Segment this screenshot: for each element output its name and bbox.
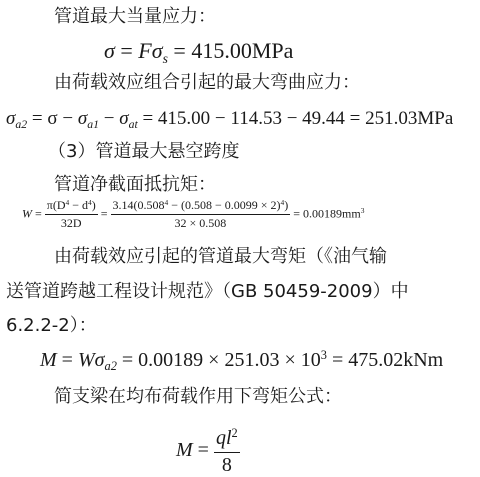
formula-symbol: σ (151, 38, 163, 63)
text-line-5: 由荷载效应引起的管道最大弯矩（《油气输 (54, 246, 387, 267)
formula-value: = 0.00189mm (290, 206, 361, 221)
formula-text: ) (284, 198, 289, 213)
formula-superscript: 2 (231, 426, 238, 440)
formula-symbol: M (40, 348, 57, 371)
text-line-8: 简支梁在均布荷载作用下弯矩公式： (54, 386, 342, 407)
fraction (45, 198, 98, 231)
formula-value: = 475.02kNm (326, 348, 444, 371)
text-line-6: 送管道跨越工程设计规范》（GB 50459-2009）中 (6, 281, 409, 302)
fraction-denominator: 32D (60, 216, 82, 231)
formula-superscript: 4 (88, 198, 92, 207)
formula-max-moment (40, 348, 443, 374)
formula-subscript: a2 (104, 359, 117, 374)
fraction (214, 426, 240, 477)
formula-superscript: 3 (320, 348, 327, 362)
formula-value: = 415.00 − 114.53 − 49.44 = 251.03MPa (137, 108, 454, 129)
text-line-7: 6.2.2-2）： (6, 315, 97, 336)
formula-text: − d (69, 198, 89, 213)
formula-operator: = σ − (27, 108, 78, 129)
fraction-denominator: 8 (221, 453, 232, 476)
formula-superscript: 4 (164, 198, 169, 207)
formula-operator: = (32, 206, 45, 221)
formula-symbol: σ (6, 108, 16, 129)
formula-symbol: σ (94, 348, 105, 371)
formula-value: = 415.00MPa (167, 38, 294, 63)
formula-symbol: W (22, 206, 32, 221)
formula-text: 3.14(0.508 (112, 198, 165, 213)
formula-subscript: at (128, 118, 138, 132)
formula-text: ql (215, 426, 232, 449)
formula-text: − (0.508 − 0.0099 × 2) (168, 198, 281, 213)
text-line-3: （3）管道最大悬空跨度 (48, 141, 240, 162)
formula-operator: = (114, 38, 139, 63)
formula-operator: = (56, 348, 78, 371)
fraction (111, 198, 291, 231)
formula-symbol: σ (77, 108, 88, 129)
formula-operator: − (98, 108, 120, 129)
formula-value: = 0.00189 × 251.03 × 10 (116, 348, 321, 371)
fraction-denominator: 32 × 0.508 (174, 216, 227, 231)
formula-superscript: 3 (360, 206, 365, 216)
formula-symbol: M (176, 439, 193, 461)
formula-subscript: a2 (15, 118, 28, 132)
fraction-numerator (45, 198, 98, 215)
text-line-4: 管道净截面抵抗矩： (54, 174, 216, 195)
text-line-2: 由荷载效应组合引起的最大弯曲应力： (54, 72, 360, 93)
formula-symbol: F (138, 38, 152, 63)
formula-operator: = (192, 439, 214, 461)
formula-bending-stress (6, 108, 453, 132)
fraction-numerator (111, 198, 291, 215)
formula-subscript: a1 (87, 118, 99, 132)
formula-superscript: 4 (65, 198, 70, 207)
formula-text: ) (91, 198, 96, 213)
formula-text: π(D (46, 198, 66, 213)
formula-superscript: 4 (280, 198, 285, 207)
formula-operator: = (97, 206, 111, 221)
text-line-1: 管道最大当量应力： (54, 6, 216, 27)
formula-equivalent-stress (104, 38, 293, 67)
formula-simple-beam-moment (176, 426, 240, 477)
formula-section-modulus (22, 198, 364, 231)
fraction-numerator (214, 426, 240, 453)
formula-symbol: σ (104, 38, 115, 63)
formula-symbol: W (77, 348, 95, 371)
formula-symbol: σ (119, 108, 129, 129)
formula-subscript: s (162, 50, 168, 66)
